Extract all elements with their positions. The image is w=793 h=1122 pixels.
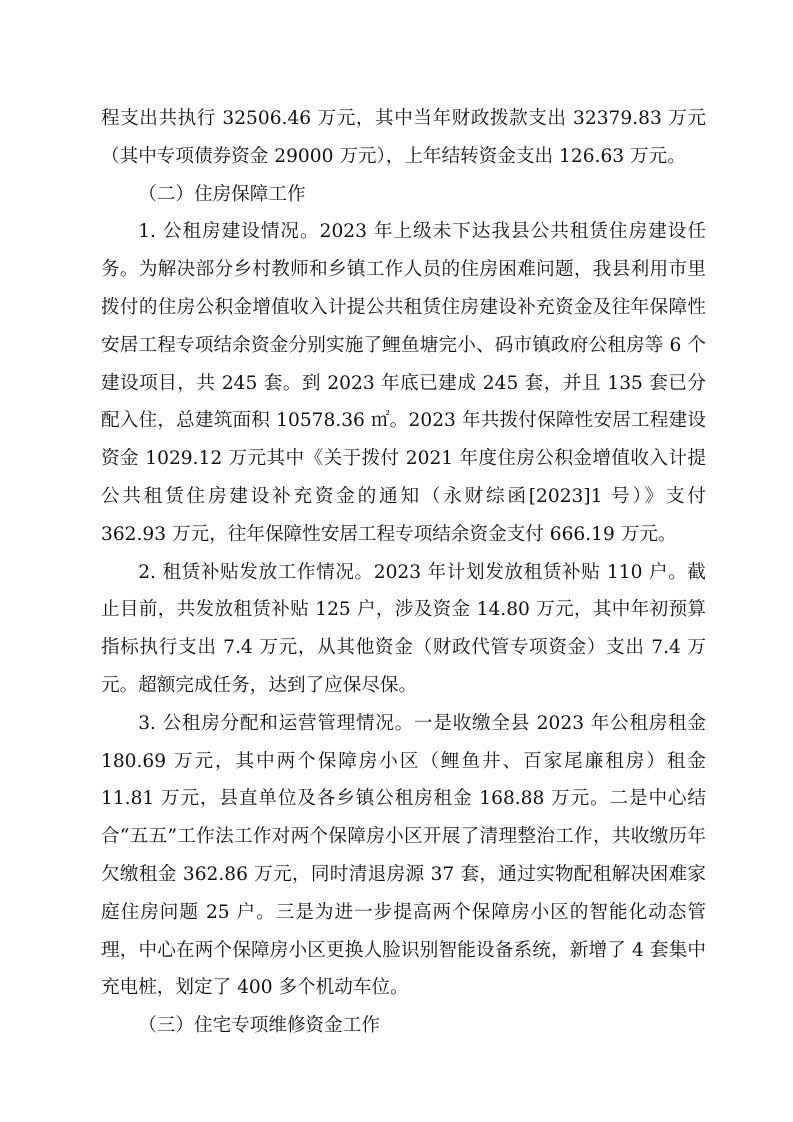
- paragraph-continuation: 程支出共执行 32506.46 万元，其中当年财政拨款支出 32379.83 万元（其中专项债券资金 29000 万元），上年结转资金支出 126.63 万元。: [101, 108, 706, 167]
- paragraph-public-rental-construction: 1. 公租房建设情况。2023 年上级未下达我县公共租赁住房建设任务。为解决部分乡村教师和乡镇工作人员的住房困难问题，我县利用市里拨付的住房公积金增值收入计提公共租赁住房建设补充资金及往年保障性安居工程专项结余资金分别实施了鲤鱼塘完小、码市镇政府公租房等 6 个建设项目，共 245 套。到 2023 年底已建成 245 套，并且 135 套已分配入住，总建筑面积 10578.36 ㎡。2023 年共拨付保障性安居工程建设资金 1029.12 万元其中《关于拨付 2021 年度住房公积金增值收入计提公共租赁住房建设补充资金的通知（永财综函[2023]1 号）》支付 362.93 万元，往年保障性安居工程专项结余资金支付 666.19 万元。: [101, 221, 706, 545]
- document-body: [101, 100, 706, 1045]
- section-heading-housing-security: （二）住房保障工作: [138, 183, 306, 205]
- paragraph-rental-subsidy: 2. 租赁补贴发放工作情况。2023 年计划发放租赁补贴 110 户。截止目前，共发放租赁补贴 125 户，涉及资金 14.80 万元，其中年初预算指标执行支出 7.4 万元，从其他资金（财政代管专项资金）支出 7.4 万元。超额完成任务，达到了应保尽保。: [101, 561, 706, 696]
- section-heading-maintenance-fund: （三）住宅专项维修资金工作: [138, 1015, 380, 1037]
- paragraph-rental-management: 3. 公租房分配和运营管理情况。一是收缴全县 2023 年公租房租金 180.69 万元，其中两个保障房小区（鲤鱼井、百家尾廉租房）租金 11.81 万元，县直单位及各乡镇公租房租金 168.88 万元。二是中心结合“五五”工作法工作对两个保障房小区开展了清理整治工作，共收缴历年欠缴租金 362.86 万元，同时清退房源 37 套，通过实物配租解决困难家庭住房问题 25 户。三是为进一步提高两个保障房小区的智能化动态管理，中心在两个保障房小区更换人脸识别智能设备系统，新增了 4 套集中充电桩，划定了 400 多个机动车位。: [101, 712, 706, 999]
